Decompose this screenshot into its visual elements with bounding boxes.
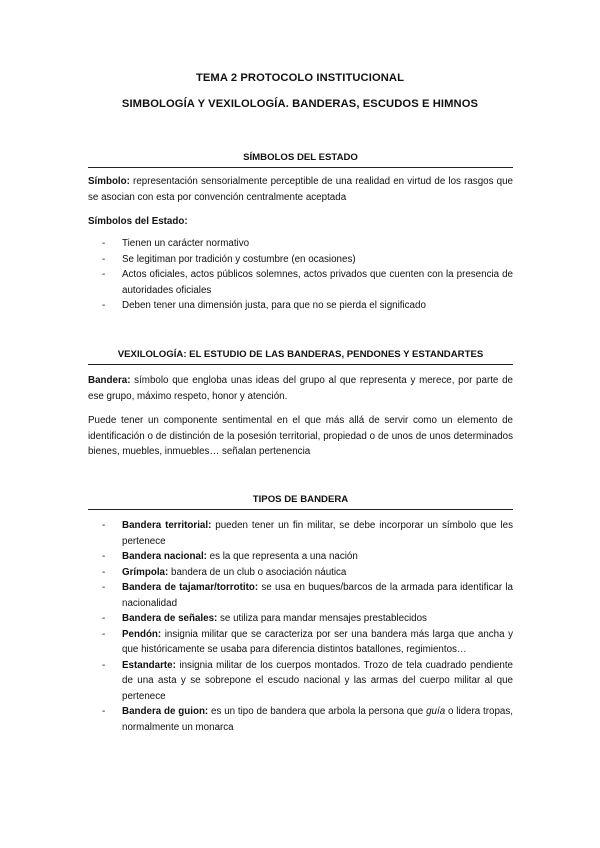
list-item: - Deben tener una dimensión justa, para que no se pierda el significado bbox=[102, 300, 426, 311]
document-subtitle: SIMBOLOGÍA Y VEXILOLOGÍA. BANDERAS, ESCUDOS E HIMNOS bbox=[121, 98, 479, 110]
list-item: - Grímpola: bandera de un club o asociación náutica bbox=[102, 566, 347, 578]
definition-text: representación sensorialmente perceptible de una realidad en virtud de los rasgos que se asocian con esta por convención centralmente aceptada bbox=[88, 176, 513, 203]
list-item: - Pendón: insignia militar que se caracteriza por ser una bandera más larga que ancha y que históricamente se usaba para diferencia distintos batallones, regimientos… bbox=[102, 628, 513, 655]
list-item: - Bandera de señales: se utiliza para mandar mensajes prestablecidos bbox=[102, 613, 427, 624]
list-item: - Se legitiman por tradición y costumbre (en ocasiones) bbox=[102, 253, 356, 265]
definition-text: símbolo que engloba unas ideas del grupo al que representa y merece, por parte de ese grupo, máximo respeto, honor y atención. bbox=[88, 375, 513, 402]
simbolos-list bbox=[88, 236, 513, 314]
list-item: - Tienen un carácter normativo bbox=[102, 238, 250, 249]
tipos-bandera-list bbox=[88, 518, 513, 735]
list-item: - Bandera nacional: es la que representa a una nación bbox=[102, 551, 358, 562]
section-heading-vexilologia: VEXILOLOGÍA: EL ESTUDIO DE LAS BANDERAS, PENDONES Y ESTANDARTES bbox=[88, 349, 513, 365]
definition-bandera bbox=[88, 373, 513, 404]
list-item: - Bandera de tajamar/torrotito: se usa en buques/barcos de la armada para identificar la nacionalidad bbox=[102, 582, 513, 609]
definition-simbolo bbox=[88, 174, 513, 205]
section-heading-simbolos: SÍMBOLOS DEL ESTADO bbox=[88, 152, 513, 168]
section-heading-tipos-bandera: TIPOS DE BANDERA bbox=[88, 494, 513, 510]
definition-term: Bandera: bbox=[88, 375, 131, 386]
definition-term: Símbolo: bbox=[88, 176, 130, 187]
paragraph-componente-sentimental: Puede tener un componente sentimental en el que más allá de servir como un elemento de identificación o de distinción de la posesión territorial, propiedad o de unos de unos determinados bienes, muebles, inmuebles… señalan pertenencia bbox=[88, 415, 513, 457]
list-title-simbolos-estado: Símbolos del Estado: bbox=[88, 216, 188, 227]
list-item: - Bandera de guion: es un tipo de bandera que arbola la persona que guía o lidera tropas, normalmente un monarca bbox=[102, 706, 513, 733]
list-item: - Bandera territorial: pueden tener un fin militar, se debe incorporar un símbolo que les pertenece bbox=[102, 520, 513, 547]
list-item: - Actos oficiales, actos públicos solemnes, actos privados que cuenten con la presencia de autoridades oficiales bbox=[102, 269, 513, 296]
document-title: TEMA 2 PROTOCOLO INSTITUCIONAL bbox=[195, 72, 405, 84]
list-item: - Estandarte: insignia militar de los cuerpos montados. Trozo de tela cuadrado pendiente de una asta y se sobrepone el escudo nacional y las armas del cuerpo militar al que pertenece bbox=[102, 659, 513, 702]
